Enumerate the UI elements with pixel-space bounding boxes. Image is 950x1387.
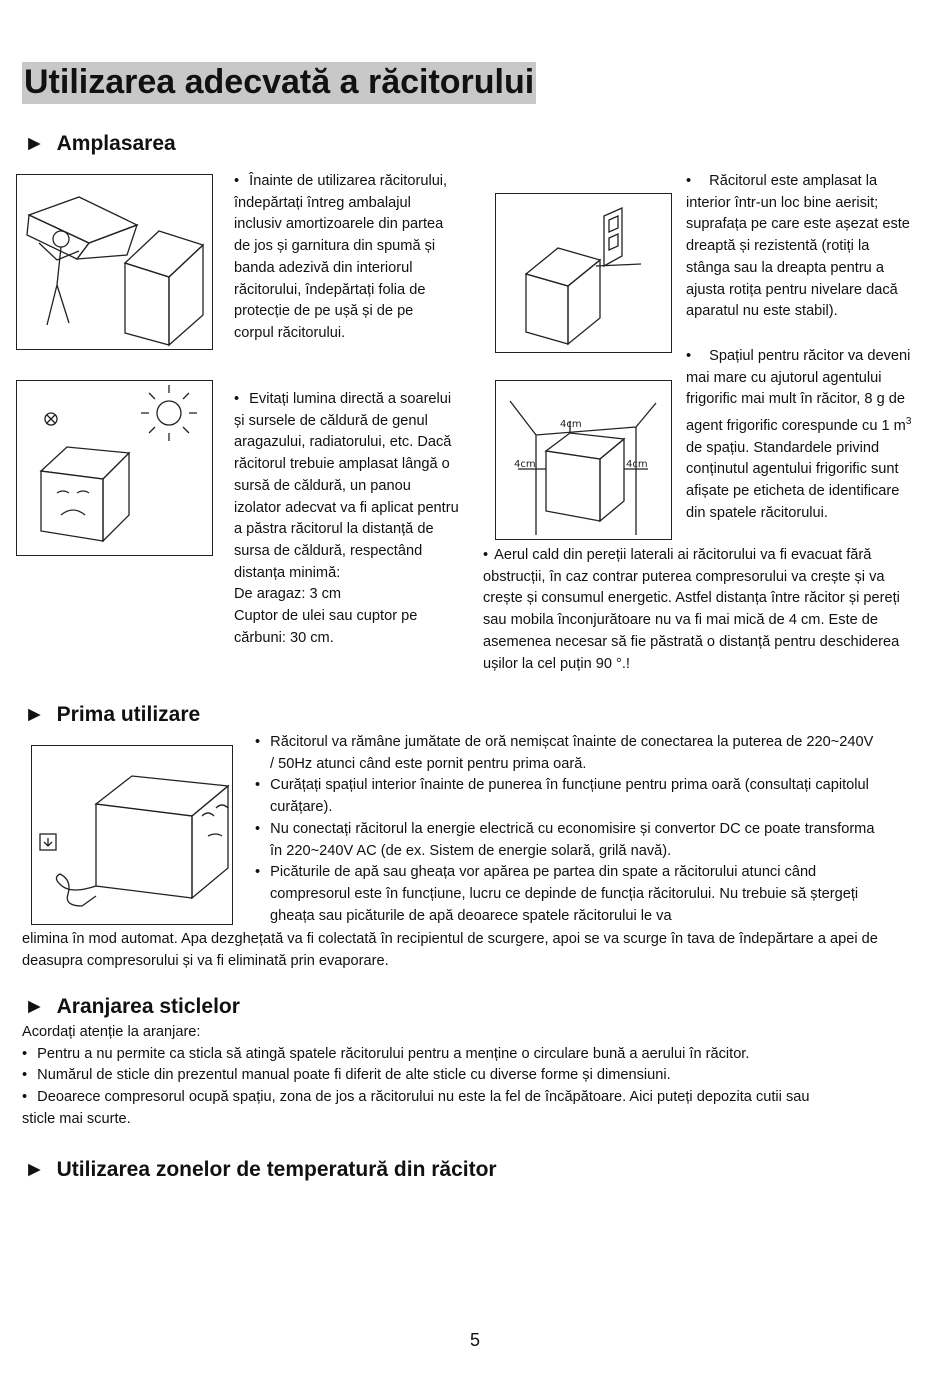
bullet: • — [255, 777, 261, 794]
paragraph-text: Evitați lumina directă a soarelui și sursele de căldură de genul aragazului, radiatorului, etc. Dacă răcitorul trebuie amplasat lângă o sursă de căldură, un panou izolator adecvat va fi aplicat pentru a păstra răcitorul la distanță de sursa de căldură, respectând distanța minimă: — [234, 391, 459, 581]
text-block-refrigerant — [686, 346, 914, 524]
sun-heat-illustration — [16, 380, 213, 556]
arrow-icon: ► — [24, 703, 45, 726]
fig-label-left: 4cm — [514, 459, 536, 470]
section-heading-sticle — [24, 994, 240, 1020]
bullet: • — [255, 864, 261, 881]
bottles-item — [22, 1044, 902, 1066]
paragraph-text: Răcitorul este amplasat la interior într-un loc bine aerisit; suprafața pe care este așezat este dreaptă și rezistentă (rotiți la stânga sau la dreapta pentru a ajusta rotița pentru nivelare dacă aparatul nu este stabil). — [686, 173, 910, 320]
item-text: Deoarece compresorul ocupă spațiu, zona de jos a răcitorului nu este la fel de încăpătoare. Aici puteți depozita cutii sau sticle mai scurte. — [22, 1089, 810, 1127]
paragraph-text: Aerul cald din pereții laterali ai răcitorului va fi evacuat fără obstrucții, în caz contrar puterea compresorului va crește și va crește și consumul energetic. Astfel distanța între răcitor și pereți sau mobila înconjurătoare nu va fi mai mică de 4 cm. Este de asemenea necesar să fie păstrată o distanță pentru deschiderea ușilor la cel puțin 90 °.! — [483, 547, 900, 672]
text-block-unpack — [234, 171, 449, 345]
bullet: • — [483, 547, 489, 563]
clearance-illustration — [495, 380, 672, 540]
distance-oven: Cuptor de ulei sau cuptor pe cărbuni: 30 cm. — [234, 608, 418, 646]
page-title: Utilizarea adecvată a răcitorului — [22, 62, 536, 104]
bullet: • — [255, 734, 261, 750]
paragraph-text-cont: de spațiu. Standardele privind conținutul agentului frigorific sunt afișate pe eticheta de identificare din spatele răcitorului. — [686, 439, 900, 521]
bottles-item — [22, 1065, 902, 1087]
first-use-item-continuation: elimina în mod automat. Apa dezghețată va fi colectată în recipientul de scurgere, apoi se va scurge în tava de îndepărtare a apei de deasupra compresorului și va fi eliminată prin evaporare. — [22, 931, 878, 969]
unpacking-illustration — [16, 174, 213, 350]
bottles-item — [22, 1087, 842, 1130]
bullet: • — [686, 348, 692, 364]
bullet: • — [234, 391, 240, 407]
arrow-icon: ► — [24, 132, 45, 155]
item-text: Nu conectați răcitorul la energie electrică cu economisire și convertor DC ce poate transforma în 220~240V AC (de ex. Sistem de energie solară, grilă navă). — [270, 820, 875, 859]
paragraph-text: Înainte de utilizarea răcitorului, îndepărtați întreg ambalajul inclusiv amortizoarele din partea de jos și garnitura din spumă și banda adezivă din interiorul răcitorului, îndepărtați folia de protecție de pe ușă și de pe corpul răcitorului. — [234, 173, 448, 341]
first-use-item — [255, 775, 875, 818]
item-text: Picăturile de apă sau gheața vor apărea pe partea din spate a răcitorului atunci când compresorul este în funcțiune, lucru ce depinde de funcția răcitorului. Nu trebuie să ștergeți gheața sau picăturile de apă deoarece spatele răcitorului le va — [270, 864, 859, 924]
heading-text: Amplasarea — [56, 132, 176, 155]
text-block-location — [686, 171, 914, 323]
item-text: Răcitorul va rămâne jumătate de oră nemișcat înainte de conectarea la puterea de 220~240V / 50Hz atunci când este pornit pentru prima oară. — [270, 734, 874, 772]
arrow-icon: ► — [24, 995, 45, 1018]
item-text: Curățați spațiul interior înainte de punerea în funcțiune pentru prima oară (consultați capitolul curățare). — [270, 777, 869, 816]
bullet: • — [234, 173, 240, 189]
first-use-item — [255, 819, 875, 862]
text-block-heat — [234, 389, 460, 649]
item-text: Pentru a nu permite ca sticla să atingă spatele răcitorului pentru a menține o circulare bună a aerului în răcitor. — [37, 1045, 750, 1062]
paragraph-text: Spațiul pentru răcitor va deveni mai mare cu ajutorul agentului frigorific mai mult în răcitor, 8 g de agent frigorific corespunde cu 1 m — [686, 348, 911, 434]
ventilated-room-illustration — [495, 193, 672, 353]
bullet: • — [22, 1045, 28, 1062]
bullet: • — [686, 173, 692, 189]
bottles-section — [22, 1022, 902, 1131]
fig-label-top: 4cm — [560, 419, 582, 430]
first-use-list — [255, 732, 875, 927]
distance-stove: De aragaz: 3 cm — [234, 586, 342, 603]
first-use-item — [255, 862, 875, 927]
section-heading-amplasarea — [24, 131, 176, 157]
bullet: • — [22, 1089, 28, 1106]
first-use-illustration — [31, 745, 233, 925]
bullet: • — [22, 1067, 28, 1084]
superscript-3: 3 — [905, 416, 912, 428]
heading-text: Utilizarea zonelor de temperatură din răcitor — [56, 1158, 497, 1181]
text-block-airflow — [483, 545, 915, 675]
bottles-intro: Acordați atenție la aranjare: — [22, 1024, 201, 1040]
heading-text: Aranjarea sticlelor — [56, 995, 240, 1018]
fig-label-right: 4cm — [626, 459, 648, 470]
section-heading-prima — [24, 702, 200, 728]
page-number: 5 — [469, 1330, 480, 1350]
bullet: • — [255, 820, 261, 837]
first-use-item — [255, 732, 875, 775]
item-text: Numărul de sticle din prezentul manual poate fi diferit de alte sticle cu diverse forme și dimensiuni. — [37, 1067, 671, 1084]
arrow-icon: ► — [24, 1158, 45, 1181]
section-heading-zone — [24, 1157, 497, 1183]
heading-text: Prima utilizare — [56, 703, 201, 726]
